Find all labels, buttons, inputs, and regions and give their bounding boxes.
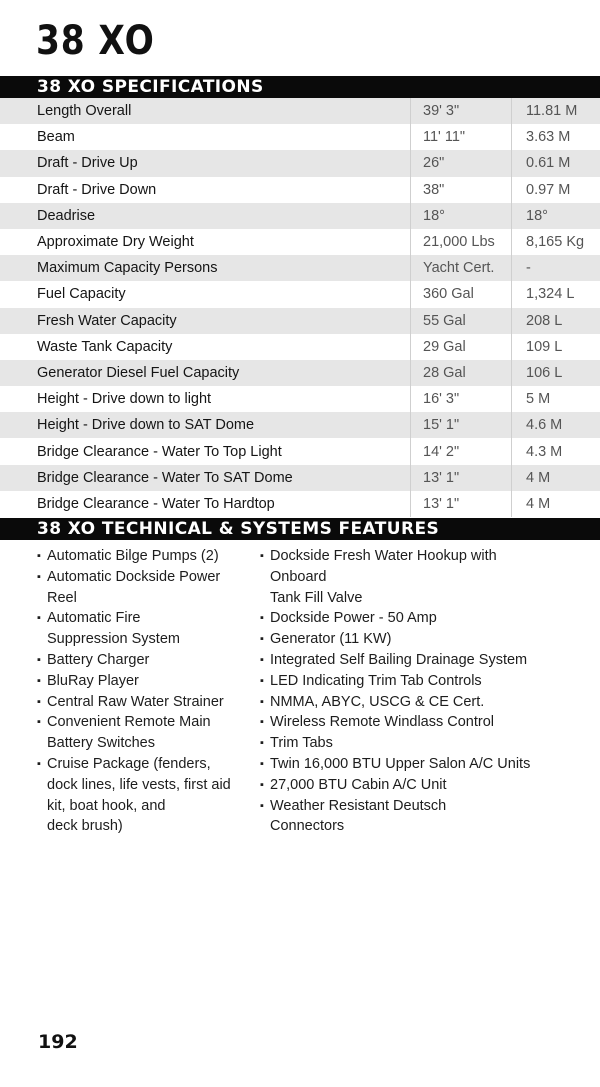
feature-item [37, 712, 242, 754]
spec-row [0, 177, 600, 203]
spec-metric-value: 4 M [512, 465, 600, 491]
spec-row [0, 360, 600, 386]
feature-item [260, 629, 560, 650]
feature-item [260, 754, 560, 775]
spec-label: Maximum Capacity Persons [0, 255, 411, 281]
spec-row [0, 98, 600, 124]
spec-label: Bridge Clearance - Water To SAT Dome [0, 465, 411, 491]
spec-label: Approximate Dry Weight [37, 234, 194, 251]
spec-label: Draft - Drive Down [37, 181, 157, 198]
spec-imperial-value: 21,000 Lbs [411, 229, 512, 255]
spec-metric-value: 4.6 M [512, 412, 600, 438]
spec-imperial-value: 28 Gal [411, 360, 512, 386]
spec-imperial-value: 38" [411, 177, 512, 203]
spec-imperial-value: 29 Gal [411, 334, 512, 360]
feature-item [260, 796, 560, 838]
spec-metric-value: 208 L [512, 308, 600, 334]
spec-row [0, 334, 600, 360]
spec-label: Bridge Clearance - Water To Hardtop [37, 495, 275, 512]
spec-metric-value: 1,324 L [526, 286, 575, 303]
bullet-icon: ▪ [37, 757, 41, 770]
spec-metric-value: 18° [512, 203, 600, 229]
features-list-right [260, 546, 560, 837]
spec-imperial-value: 13' 1" [411, 465, 512, 491]
spec-metric-value: 4 M [526, 495, 551, 512]
bullet-icon: ▪ [260, 778, 264, 791]
spec-metric-value: 11.81 M [512, 98, 600, 124]
feature-item [37, 671, 242, 692]
specifications-table [0, 98, 600, 517]
bullet-icon: ▪ [260, 653, 264, 666]
bullet-icon: ▪ [37, 570, 41, 583]
spec-label: Fuel Capacity [37, 286, 126, 303]
spec-imperial-value: 11' 11" [411, 124, 512, 150]
bullet-icon: ▪ [260, 550, 264, 562]
spec-label: Length Overall [0, 98, 411, 124]
spec-imperial-value: 360 Gal [411, 281, 512, 307]
spec-row [0, 150, 600, 176]
feature-item [37, 650, 242, 671]
spec-imperial-value: 14' 2" [411, 438, 512, 464]
spec-imperial-value: 15' 1" [411, 412, 512, 438]
feature-text: LED Indicating Trim Tab Controls [270, 672, 482, 689]
feature-text: 27,000 BTU Cabin A/C Unit [270, 776, 447, 793]
specifications-heading: 38 XO SPECIFICATIONS [0, 76, 600, 98]
spec-row [0, 229, 600, 255]
bullet-icon: ▪ [260, 716, 264, 729]
features-list-left [37, 546, 242, 837]
feature-text: Convenient Remote Main Battery Switches [47, 714, 211, 752]
feature-item [260, 733, 560, 754]
page-title: 38 XO [36, 18, 155, 64]
page-number: 192 [38, 1031, 78, 1053]
spec-row [0, 412, 600, 438]
spec-row [0, 203, 600, 229]
feature-text: Automatic Dockside Power Reel [47, 568, 221, 606]
spec-label: Beam [37, 129, 75, 146]
spec-metric-value: 4.3 M [526, 443, 563, 460]
bullet-icon: ▪ [260, 612, 264, 625]
spec-row [0, 308, 600, 334]
feature-text: Wireless Remote Windlass Control [270, 714, 495, 731]
bullet-icon: ▪ [260, 737, 264, 750]
spec-imperial-value: 13' 1" [411, 491, 512, 517]
spec-metric-value: 0.61 M [512, 150, 600, 176]
feature-item [37, 546, 242, 567]
feature-text: Trim Tabs [270, 735, 333, 752]
feature-text: Dockside Fresh Water Hookup with Onboard Tank Fill Valve [270, 548, 497, 606]
spec-label: Deadrise [0, 203, 411, 229]
spec-row [0, 491, 600, 517]
feature-item [260, 546, 560, 608]
bullet-icon: ▪ [260, 757, 264, 770]
bullet-icon: ▪ [37, 674, 41, 687]
feature-text: NMMA, ABYC, USCG & CE Cert. [270, 693, 485, 710]
feature-item [260, 650, 560, 671]
feature-text: Dockside Power - 50 Amp [270, 610, 437, 627]
bullet-icon: ▪ [37, 550, 41, 562]
feature-text: Weather Resistant Deutsch Connectors [270, 797, 447, 835]
bullet-icon: ▪ [37, 695, 41, 708]
bullet-icon: ▪ [37, 716, 41, 729]
spec-label: Height - Drive down to light [37, 391, 212, 408]
spec-label: Waste Tank Capacity [37, 338, 173, 355]
spec-metric-value: 5 M [526, 391, 551, 408]
spec-label: Draft - Drive Up [0, 150, 411, 176]
spec-label: Generator Diesel Fuel Capacity [0, 360, 411, 386]
spec-label: Height - Drive down to SAT Dome [0, 412, 411, 438]
feature-item [260, 712, 560, 733]
spec-metric-value: 3.63 M [526, 129, 571, 146]
spec-imperial-value: 26" [411, 150, 512, 176]
feature-text: Automatic Fire Suppression System [47, 610, 180, 648]
spec-row [0, 281, 600, 307]
spec-metric-value: - [512, 255, 600, 281]
spec-imperial-value: 16' 3" [411, 386, 512, 412]
spec-row [0, 386, 600, 412]
spec-label: Bridge Clearance - Water To Top Light [37, 443, 282, 460]
feature-text: Cruise Package (fenders, dock lines, life vests, first aid kit, boat hook, and deck brush) [47, 755, 231, 835]
feature-text: BluRay Player [47, 672, 139, 689]
spec-metric-value: 109 L [526, 338, 563, 355]
spec-label: Fresh Water Capacity [0, 308, 411, 334]
spec-metric-value: 0.97 M [526, 181, 571, 198]
bullet-icon: ▪ [260, 633, 264, 646]
spec-imperial-value: Yacht Cert. [411, 255, 512, 281]
feature-item [260, 692, 560, 713]
feature-text: Integrated Self Bailing Drainage System [270, 651, 528, 668]
bullet-icon: ▪ [260, 799, 264, 812]
spec-metric-value: 106 L [512, 360, 600, 386]
spec-row [0, 465, 600, 491]
spec-metric-value: 8,165 Kg [526, 234, 585, 251]
feature-item [260, 608, 560, 629]
feature-item [260, 775, 560, 796]
feature-text: Central Raw Water Strainer [47, 693, 224, 710]
feature-text: Generator (11 KW) [270, 631, 392, 648]
spec-imperial-value: 18° [411, 203, 512, 229]
feature-text: Automatic Bilge Pumps (2) [47, 548, 219, 564]
spec-row [0, 438, 600, 464]
bullet-icon: ▪ [260, 674, 264, 687]
feature-item [37, 754, 242, 837]
feature-item [37, 567, 242, 609]
feature-text: Battery Charger [47, 651, 150, 668]
features-heading: 38 XO TECHNICAL & SYSTEMS FEATURES [0, 518, 600, 540]
feature-item [260, 671, 560, 692]
feature-item [37, 608, 242, 650]
feature-text: Twin 16,000 BTU Upper Salon A/C Units [270, 755, 531, 772]
bullet-icon: ▪ [37, 653, 41, 666]
feature-item [37, 692, 242, 713]
bullet-icon: ▪ [37, 612, 41, 625]
spec-row [0, 124, 600, 150]
spec-imperial-value: 39' 3" [411, 98, 512, 124]
spec-imperial-value: 55 Gal [411, 308, 512, 334]
spec-row [0, 255, 600, 281]
bullet-icon: ▪ [260, 695, 264, 708]
